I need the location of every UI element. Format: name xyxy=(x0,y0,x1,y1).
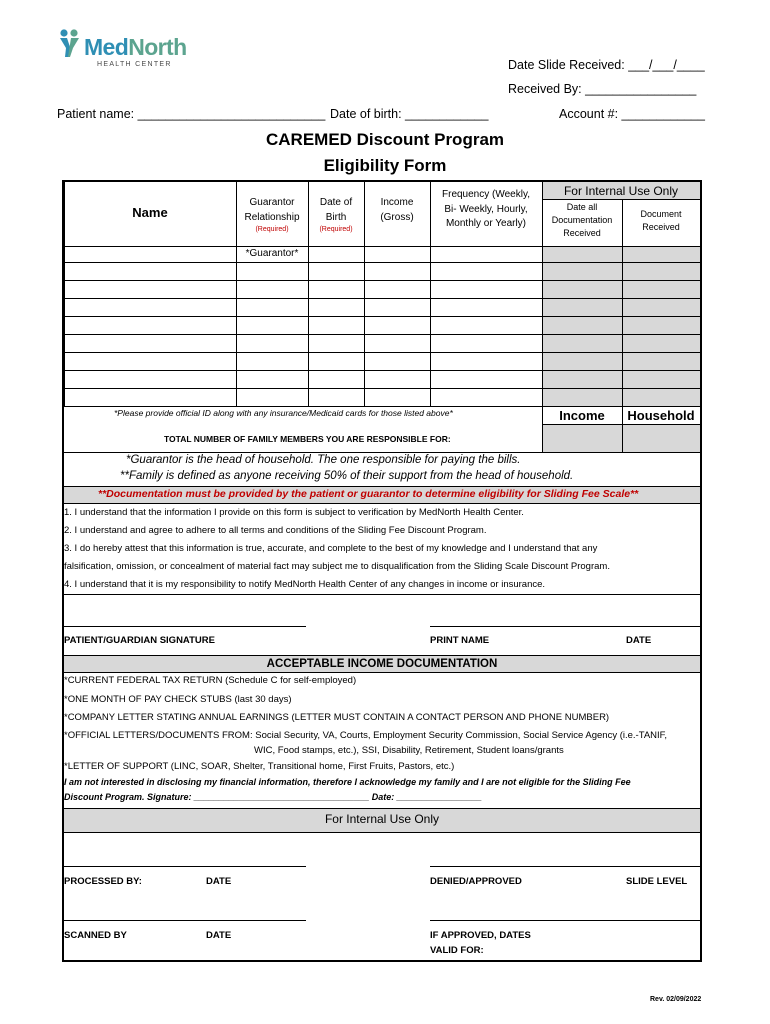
row-line xyxy=(64,334,700,335)
row-line xyxy=(64,262,700,263)
documentation-requirement: **Documentation must be provided by the patient or guarantor to determine eligibility for Sliding Fee Scale** xyxy=(98,488,639,500)
row-line xyxy=(64,503,700,504)
denied-approved-line[interactable] xyxy=(430,866,700,867)
not-interested-statement: I am not interested in disclosing my financial information, therefore I acknowledge my family and I are not eligible for the Sliding Fee xyxy=(64,777,631,787)
eligibility-form-table xyxy=(62,180,702,962)
received-by: Received By: ________________ xyxy=(508,82,697,96)
print-name-line[interactable] xyxy=(430,626,700,627)
income-docs-header: ACCEPTABLE INCOME DOCUMENTATION xyxy=(266,658,498,670)
id-note: *Please provide official ID along with any insurance/Medicaid cards for those listed above* xyxy=(114,408,453,418)
logo-brand: MedNorth xyxy=(84,34,187,60)
income-doc-item: *OFFICIAL LETTERS/DOCUMENTS FROM: Social Security, VA, Courts, Employment Security Commission, Social Service Agency (i.e.-TANIF, xyxy=(64,730,668,741)
not-interested-signature: Discount Program. Signature: ___________________________________ Date: _________________ xyxy=(64,792,482,802)
row-line xyxy=(64,316,700,317)
form-subtitle: Eligibility Form xyxy=(323,156,447,175)
col-header-frequency: Frequency (Weekly, Bi- Weekly, Hourly, Monthly or Yearly) xyxy=(442,189,530,229)
date-of-birth-field: Date of birth: ____________ xyxy=(330,107,489,121)
row-line xyxy=(64,246,700,247)
row-line xyxy=(64,370,700,371)
row-line xyxy=(64,486,700,487)
slide-level-label: SLIDE LEVEL xyxy=(626,876,688,887)
row-line xyxy=(64,452,700,453)
internal-use-section-header: For Internal Use Only xyxy=(324,812,440,826)
dates-valid-line[interactable] xyxy=(430,920,700,921)
if-approved-label: IF APPROVED, DATES xyxy=(430,930,531,941)
col-header-dob: Date of Birth (Required) xyxy=(319,197,353,233)
mednorth-logo xyxy=(57,28,187,72)
total-family-label: TOTAL NUMBER OF FAMILY MEMBERS YOU ARE RESPONSIBLE FOR: xyxy=(164,434,451,444)
col-header-doc-received: Document Received xyxy=(640,209,682,233)
row-line xyxy=(64,594,700,595)
statement-3-cont: falsification, omission, or concealment of material fact may subject me to disqualification from the Sliding Scale Discount Program. xyxy=(64,561,610,572)
row-line xyxy=(64,832,700,833)
row-line xyxy=(64,280,700,281)
form-title: CAREMED Discount Program xyxy=(265,130,505,149)
patient-signature-line[interactable] xyxy=(64,626,306,627)
income-label: Income xyxy=(559,408,605,423)
household-label: Household xyxy=(627,408,695,423)
mednorth-logo-icon xyxy=(57,28,85,58)
internal-use-header: For Internal Use Only xyxy=(563,184,679,198)
account-field: Account #: ____________ xyxy=(559,107,705,121)
row-line xyxy=(64,808,700,809)
processed-by-label: PROCESSED BY: xyxy=(64,876,142,887)
household-entry-shade xyxy=(542,424,700,452)
income-doc-item: *ONE MONTH OF PAY CHECK STUBS (last 30 days) xyxy=(64,694,292,705)
date-slide-received: Date Slide Received: ___/___/____ xyxy=(508,58,705,72)
scanned-by-line[interactable] xyxy=(64,920,306,921)
family-definition: **Family is defined as anyone receiving 50% of their support from the head of household. xyxy=(120,470,574,482)
col-header-income: Income (Gross) xyxy=(380,197,414,223)
statement-3: 3. I do hereby attest that this information is true, accurate, and complete to the best of my knowledge and I understand that any xyxy=(64,543,598,554)
signature-date-label: DATE xyxy=(626,635,652,646)
income-doc-item: *LETTER OF SUPPORT (LINC, SOAR, Shelter, Transitional home, First Fruits, Pastors, etc.) xyxy=(64,761,455,772)
processed-by-line[interactable] xyxy=(64,866,306,867)
income-doc-item: *CURRENT FEDERAL TAX RETURN (Schedule C for self-employed) xyxy=(64,675,357,686)
col-header-name: Name xyxy=(132,205,168,220)
income-doc-item: *COMPANY LETTER STATING ANNUAL EARNINGS (LETTER MUST CONTAIN A CONTACT PERSON AND PHONE NUMBER) xyxy=(64,712,610,723)
row-line xyxy=(64,352,700,353)
scanned-by-label: SCANNED BY xyxy=(64,930,127,941)
processed-date-label: DATE xyxy=(206,876,232,887)
patient-signature-label: PATIENT/GUARDIAN SIGNATURE xyxy=(64,635,215,646)
statement-2: 2. I understand and agree to adhere to all terms and conditions of the Sliding Fee Discount Program. xyxy=(64,525,487,536)
row-line xyxy=(64,298,700,299)
income-doc-item-cont: WIC, Food stamps, etc.), SSI, Disability, Retirement, Student loans/grants xyxy=(254,745,564,756)
col-header-date-docs: Date all Documentation Received xyxy=(551,202,613,239)
guarantor-row-label: *Guarantor* xyxy=(245,248,299,259)
logo-subtitle: HEALTH CENTER xyxy=(97,61,172,68)
guarantor-definition: *Guarantor is the head of household. The one responsible for paying the bills. xyxy=(126,454,521,466)
internal-columns-shade xyxy=(542,246,700,406)
valid-for-label: VALID FOR: xyxy=(430,945,484,956)
col-header-guarantor: Guarantor Relationship (Required) xyxy=(244,197,300,233)
statement-4: 4. I understand that it is my responsibility to notify MedNorth Health Center of any changes in income or insurance. xyxy=(64,579,546,590)
denied-approved-label: DENIED/APPROVED xyxy=(430,876,522,887)
scanned-date-label: DATE xyxy=(206,930,232,941)
statement-1: 1. I understand that the information I provide on this form is subject to verification by MedNorth Health Center. xyxy=(64,507,524,518)
print-name-label: PRINT NAME xyxy=(430,635,490,646)
row-line xyxy=(64,388,700,389)
patient-name-field: Patient name: ___________________________ xyxy=(57,107,326,121)
revision-date: Rev. 02/09/2022 xyxy=(650,996,702,1003)
